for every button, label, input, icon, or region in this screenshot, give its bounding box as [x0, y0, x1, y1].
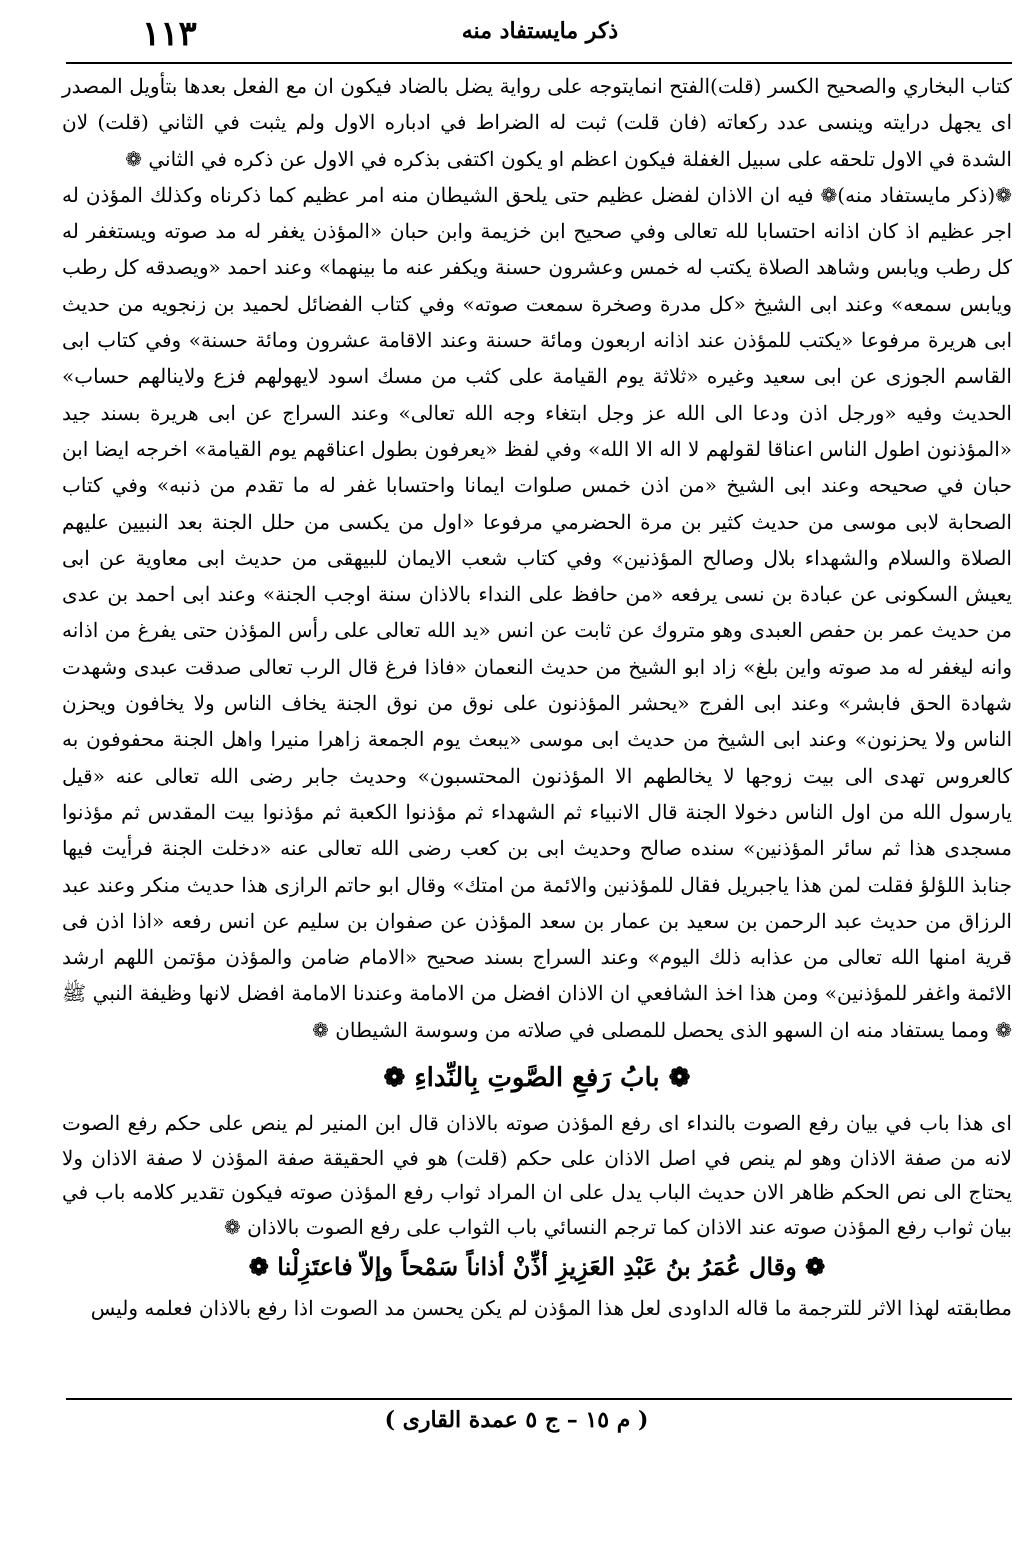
- page-signature: ( م ١٥ – ج ٥ عمدة القارى ): [384, 1407, 649, 1433]
- paragraph-opening: كتاب البخاري والصحيح الكسر (قلت)الفتح انمايتوجه على رواية يضل بالضاد فيكون ان مع الفعل بعدها بتأويل المصدر اى يجهل درايته وينسى عدد ركعاته (فان قلت) ثبت له الضراط في ادباره الاول ولم يثبت في الثاني (قلت) لان الشدة في الاول تلحقه على سبيل الغفلة فيكون اعظم او يكون اكتفى بذكره في الاول عن ذكره في الثاني ❁: [62, 74, 1012, 171]
- page-number: ١١٣: [142, 14, 197, 54]
- page-header: [60, 14, 1020, 58]
- running-title: ذكر مايستفاد منه: [461, 18, 619, 44]
- chapter-heading: ❁ بابُ رَفعِ الصَّوتِ بِالنِّداءِ ❁: [383, 1063, 691, 1094]
- quote-heading: ❁ وقال عُمَرُ بنُ عَبْدِ العَزِيزِ أذِّنْ أذاناً سَمْحاً وإلاّ فاعتَزِلْنا ❁: [248, 1252, 826, 1282]
- paragraph-benefits: ❁(ذكر مايستفاد منه)❁ فيه ان الاذان لفضل عظيم حتى يلحق الشيطان منه امر عظيم كما ذكرناه وكذلك المؤذن له اجر عظيم اذ كان اذانه احتسابا لله تعالى وفي صحيح ابن خزيمة وابن حبان «المؤذن يغفر له مد صوته ويستغفر له كل رطب ويابس وشاهد الصلاة يكتب له خمس وعشرون حسنة ويكفر عنه ما بينهما» وعند احمد «ويصدقه كل رطب ويابس سمعه» وعند ابى الشيخ «كل مدرة وصخرة سمعت صوته» وفي كتاب الفضائل لحميد بن زنجويه من حديث ابى هريرة مرفوعا «يكتب للمؤذن عند اذانه اربعون ومائة حسنة وعند الاقامة عشرون ومائة حسنة» وفي كتاب ابى القاسم الجوزى عن ابى سعيد وغيره «ثلاثة يوم القيامة على كثب من مسك اسود لايهولهم فزع ولاينالهم حساب» الحديث وفيه «ورجل اذن ودعا الى الله عز وجل ابتغاء وجه الله تعالى» وعند السراج عن ابى هريرة بسند جيد «المؤذنون اطول الناس اعناقا لقولهم لا اله الا الله» وفي لفظ «يعرفون بطول اعناقهم يوم القيامة» اخرجه ايضا ابن حبان في صحيحه وعند ابى الشيخ «من اذن خمس صلوات ايمانا واحتسابا غفر له ما تقدم من ذنبه» وفي كتاب الصحابة لابى موسى من حديث كثير بن مرة الحضرمي مرفوعا «اول من يكسى من حلل الجنة بعد النبيين عليهم الصلاة والسلام والشهداء بلال وصالح المؤذنين» وفي كتاب شعب الايمان للبيهقى من حديث ابى معاوية عن ابى يعيش السكونى عن عبادة بن نسى يرفعه «من حافظ على النداء بالاذان سنة اوجب الجنة» وعند ابى احمد بن عدى من حديث عمر بن حفص العبدى وهو متروك عن ثابت عن انس «يد الله تعالى على رأس المؤذن حتى يفرغ من اذانه وانه ليغفر له مد صوته واين بلغ» زاد ابو الشيخ من حديث النعمان «فاذا فرغ قال الرب تعالى صدقت عبدى وشهدت شهادة الحق فابشر» وعند ابى الفرج «يحشر المؤذنون على نوق من نوق الجنة يخاف الناس ولا يخافون ويحزن الناس ولا يحزنون» وعند ابى الشيخ من حديث ابى موسى «يبعث يوم الجمعة زاهرا منيرا واهل الجنة محفوفون به كالعروس تهدى الى بيت زوجها لا يخالطهم الا المؤذنون المحتسبون» وحديث جابر رضى الله تعالى عنه «قيل يارسول الله من اول الناس دخولا الجنة قال الانبياء ثم الشهداء ثم مؤذنوا الكعبة ثم مؤذنوا بيت المقدس ثم مؤذنوا مسجدى هذا ثم سائر المؤذنين» سنده صالح وحديث ابى بن كعب رضى الله تعالى عنه «دخلت الجنة فرأيت فيها جنابذ اللؤلؤ فقلت لمن هذا ياجبريل فقال للمؤذنين والائمة من امتك» وقال ابو حاتم الرازى هذا حديث منكر وعند عبد الرزاق من حديث عبد الرحمن بن سعيد بن عمار بن سعد المؤذن عن صفوان بن سليم عن انس رفعه «اذا اذن فى قرية امنها الله تعالى من عذابه ذلك اليوم» وعند السراج بسند صحيح «الامام ضامن والمؤذن مؤتمن اللهم ارشد الائمة واغفر للمؤذنين» ومن هذا اخذ الشافعي ان الاذان افضل من الامامة وعندنا الامامة افضل لانها وظيفة النبي ﷺ ❁ ومما يستفاد منه ان السهو الذى يحصل للمصلى في صلاته من وسوسة الشيطان ❁: [62, 182, 1012, 1042]
- chapter-commentary: اى هذا باب في بيان رفع الصوت بالنداء اى رفع المؤذن صوته بالاذان قال ابن المنير لم ينص على حكم رفع الصوت لانه من صفة الاذان وهو لم ينص في اصل الاذان على حكم (قلت) هو في الحقيقة صفة المؤذن لا صفة الاذان ولا يحتاج الى نص الحكم ظاهر الان حديث الباب يدل على ان المراد ثواب رفع المؤذن صوته فيكون تقدير كلامه باب في بيان ثواب رفع المؤذن صوته عند الاذان كما ترجم النسائي باب الثواب على رفع الصوت بالاذان ❁: [62, 1111, 1013, 1239]
- main-text: [62, 68, 1012, 1326]
- header-rule: [66, 62, 1012, 64]
- paragraph-final: مطابقته لهذا الاثر للترجمة ما قاله الداودى لعل هذا المؤذن لم يكن يحسن مد الصوت اذا رفع بالاذان فعلمه وليس: [90, 1296, 1012, 1321]
